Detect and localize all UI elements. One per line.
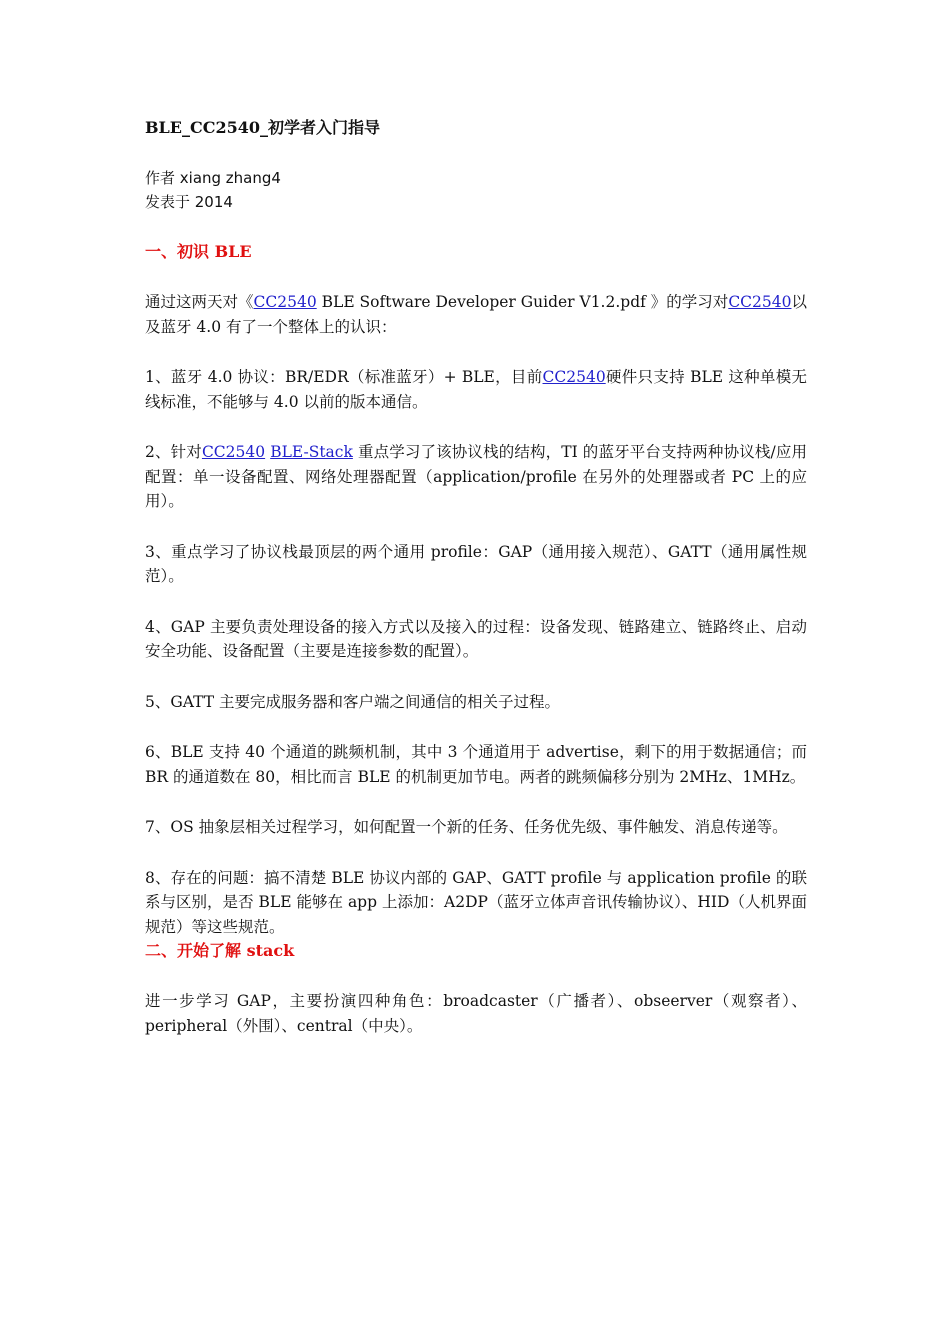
cc2540-link[interactable]: CC2540 — [201, 443, 266, 461]
document-body — [145, 116, 807, 1064]
point-4-paragraph: 4、GAP 主要负责处理设备的接入方式以及接入的过程：设备发现、链路建立、链路终止、启动安全功能、设备配置（主要是连接参数的配置）。 — [145, 617, 807, 660]
point-5-paragraph: 5、GATT 主要完成服务器和客户端之间通信的相关子过程。 — [145, 692, 560, 711]
intro-paragraph — [145, 290, 807, 339]
author-line: 作者 xiang zhang4 — [145, 169, 281, 187]
intro-text-b: BLE Software Developer Guider V1.2.pdf 》的学习对 — [316, 293, 729, 311]
section-heading-1: 一、初识 BLE — [145, 242, 252, 261]
point-7-paragraph: 7、OS 抽象层相关过程学习，如何配置一个新的任务、任务优先级、事件触发、消息传递等。 — [145, 818, 788, 836]
point-2-paragraph — [145, 440, 807, 514]
point-8-paragraph: 8、存在的问题：搞不清楚 BLE 协议内部的 GAP、GATT profile 与 application profile 的联系与区别，是否 BLE 能够在 app 上添加：A2DP（蓝牙立体声音讯传输协议）、HID（人机界面规范）等这些规范。 — [145, 868, 807, 936]
gap-roles-paragraph: 进一步学习 GAP，主要扮演四种角色：broadcaster（广播者）、obseerver（观察者）、peripheral（外围）、central（中央）。 — [145, 992, 807, 1035]
document-title: BLE_CC2540_初学者入门指导 — [145, 118, 380, 137]
section-heading-2: 二、开始了解 stack — [145, 941, 295, 960]
ble-stack-link[interactable]: BLE-Stack — [270, 443, 353, 461]
document-meta — [145, 166, 807, 214]
point-1-paragraph — [145, 365, 807, 414]
cc2540-link[interactable]: CC2540 — [253, 293, 317, 311]
point-6-paragraph: 6、BLE 支持 40 个通道的跳频机制，其中 3 个通道用于 advertise，剩下的用于数据通信；而 BR 的通道数在 80，相比而言 BLE 的机制更加节电。两者的跳频偏移分别为 2MHz、1MHz。 — [145, 743, 807, 786]
point-3-paragraph: 3、重点学习了协议栈最顶层的两个通用 profile：GAP（通用接入规范）、GATT（通用属性规范）。 — [145, 542, 807, 585]
point-1-text-a: 1、蓝牙 4.0 协议：BR/EDR（标准蓝牙）+ BLE，目前 — [145, 368, 543, 386]
point-2-text-b: 重点学习了该协议栈的结构，TI 的蓝牙平台支持两种协议栈/应用配置：单一设备配置、网络处理器配置（application/profile 在另外的处理器或者 PC 上的应用）。 — [145, 443, 807, 510]
published-line: 发表于 2014 — [145, 193, 233, 211]
intro-text-c: 以及蓝牙 4.0 有了一个整体上的认识： — [145, 293, 807, 336]
point-1-text-b: 硬件只支持 BLE 这种单模无线标准，不能够与 4.0 以前的版本通信。 — [145, 368, 807, 411]
cc2540-link[interactable]: CC2540 — [542, 368, 606, 386]
cc2540-link[interactable]: CC2540 — [728, 293, 792, 311]
intro-text-a: 通过这两天对《 — [145, 293, 254, 311]
point-2-text-a: 2、针对 — [145, 443, 202, 461]
